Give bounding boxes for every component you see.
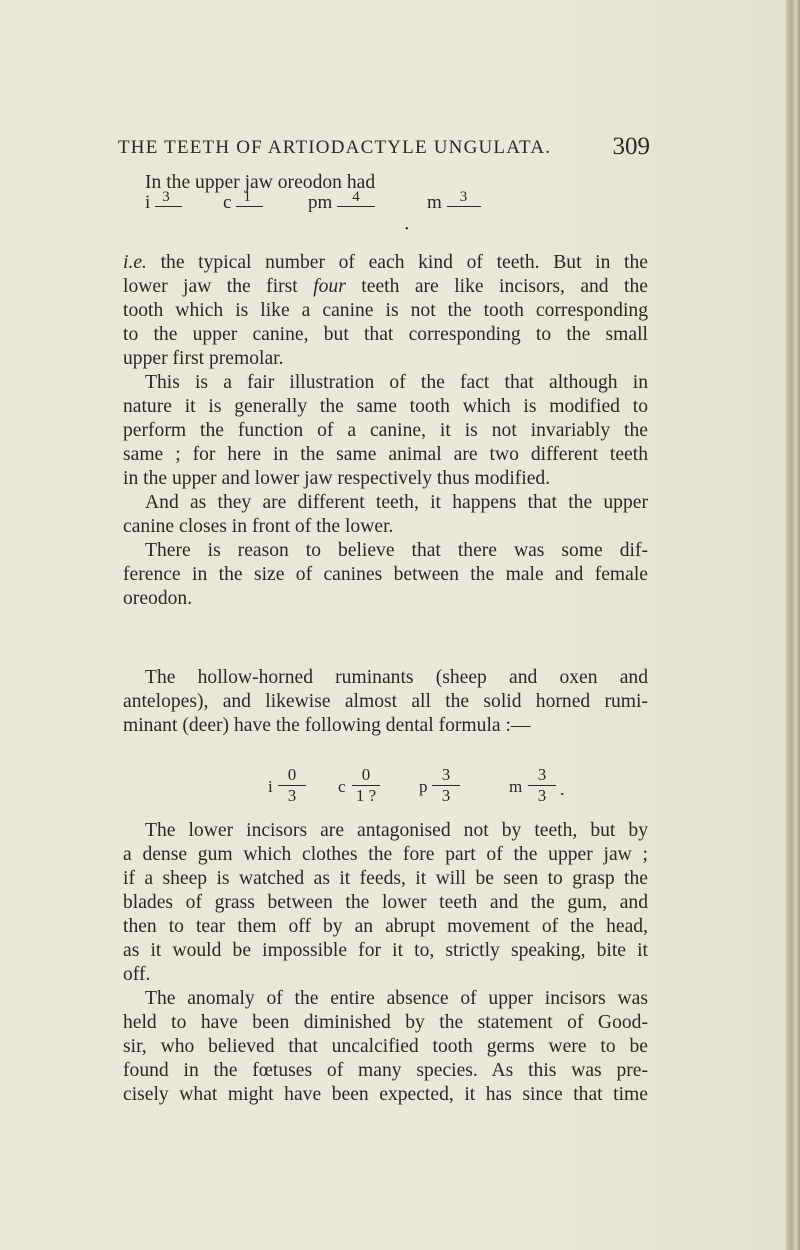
text-line: antelopes), and likewise almost all the solid horned rumi- [123, 691, 648, 712]
text-line [123, 276, 648, 298]
fraction-i [272, 765, 312, 806]
text-segment: lower jaw the first [123, 276, 314, 297]
fraction-upper: 3 [441, 765, 451, 784]
formula-term-c [223, 189, 263, 214]
text-line: held to have been diminished by the statement of Good- [123, 1012, 648, 1033]
page-number: 309 [612, 133, 650, 160]
running-head: THE TEETH OF ARTIODACTYLE UNGULATA. [118, 137, 552, 158]
text-line: The anomaly of the entire absence of upper incisors was [145, 988, 648, 1009]
formula-label-c: c [338, 777, 346, 796]
formula-label: i [145, 192, 151, 213]
text-line: tooth which is like a canine is not the tooth corresponding [123, 300, 648, 321]
text-line: oreodon. [123, 588, 193, 609]
text-line [123, 252, 648, 274]
text-line: if a sheep is watched as it feeds, it will be seen to grasp the [123, 868, 648, 889]
formula-period: . [560, 779, 565, 799]
text-line: sir, who believed that uncalcified tooth germs were to be [123, 1036, 648, 1057]
text-line: cisely what might have been expected, it has since that time [123, 1084, 648, 1105]
text-line: ference in the size of canines between the male and female [123, 564, 648, 585]
text-line: in the upper and lower jaw respectively thus modified. [123, 468, 551, 489]
text-line: off. [123, 964, 151, 985]
formula-label: m [427, 192, 442, 213]
text-line: The hollow-horned ruminants (sheep and oxen and [145, 667, 648, 688]
italic-word: four [313, 276, 346, 297]
formula-label-p: p [419, 777, 428, 796]
formula-term-i [145, 189, 182, 214]
italic-abbrev: i.e. [123, 252, 147, 273]
fraction-lower: 3 [432, 785, 460, 806]
text-line: upper first premolar. [123, 348, 284, 369]
fraction-c [346, 765, 386, 806]
text-segment: teeth are like incisors, and the [345, 276, 648, 297]
fraction-lower: 3 [528, 785, 556, 806]
formula-term-pm [308, 189, 375, 214]
text-line: The lower incisors are antagonised not by teeth, but by [145, 820, 648, 841]
text-line: to the upper canine, but that corresponding to the small [123, 324, 648, 345]
oreodon-dental-formula [145, 189, 525, 232]
page-edge [786, 0, 800, 1250]
text-line: a dense gum which clothes the fore part of the upper jaw ; [123, 844, 648, 865]
fraction-lower: 3 [278, 785, 306, 806]
formula-value: 1 [236, 189, 263, 207]
text-line: And as they are different teeth, it happens that the upper [145, 492, 648, 513]
formula-label: pm [308, 192, 333, 213]
page-header [118, 133, 650, 163]
formula-value: 3 [155, 189, 182, 207]
fraction-upper: 0 [361, 765, 371, 784]
text-line: canine closes in front of the lower. [123, 516, 394, 537]
text-line: then to tear them off by an abrupt movement of the head, [123, 916, 648, 937]
formula-value: 4 [337, 189, 375, 207]
text-line: There is reason to believe that there was some dif- [145, 540, 648, 561]
text-line: nature it is generally the same tooth which is modified to [123, 396, 648, 417]
fraction-upper: 3 [537, 765, 547, 784]
ruminant-dental-formula [268, 765, 568, 825]
text-line: same ; for here in the same animal are two different teeth [123, 444, 648, 465]
text-line: blades of grass between the lower teeth and the gum, and [123, 892, 648, 913]
intro-text: In the upper jaw oreodon had [145, 172, 376, 193]
fraction-m [522, 765, 562, 806]
formula-label: c [223, 192, 232, 213]
fraction-lower: 1 ? [352, 785, 380, 806]
print-speck: • [405, 224, 409, 235]
text-line: perform the function of a canine, it is not invariably the [123, 420, 648, 441]
text-line: minant (deer) have the following dental formula :— [123, 715, 531, 736]
text-line: This is a fair illustration of the fact that although in [145, 372, 648, 393]
fraction-upper: 0 [287, 765, 297, 784]
formula-value: 3 [447, 189, 481, 207]
formula-label-m: m [509, 777, 523, 796]
text-line: found in the fœtuses of many species. As this was pre- [123, 1060, 648, 1081]
formula-label-i: i [268, 777, 273, 796]
text-line: as it would be impossible for it to, strictly speaking, bite it [123, 940, 648, 961]
fraction-p [426, 765, 466, 806]
text-segment: the typical number of each kind of teeth. But in the [146, 252, 648, 273]
formula-term-m [427, 189, 481, 214]
